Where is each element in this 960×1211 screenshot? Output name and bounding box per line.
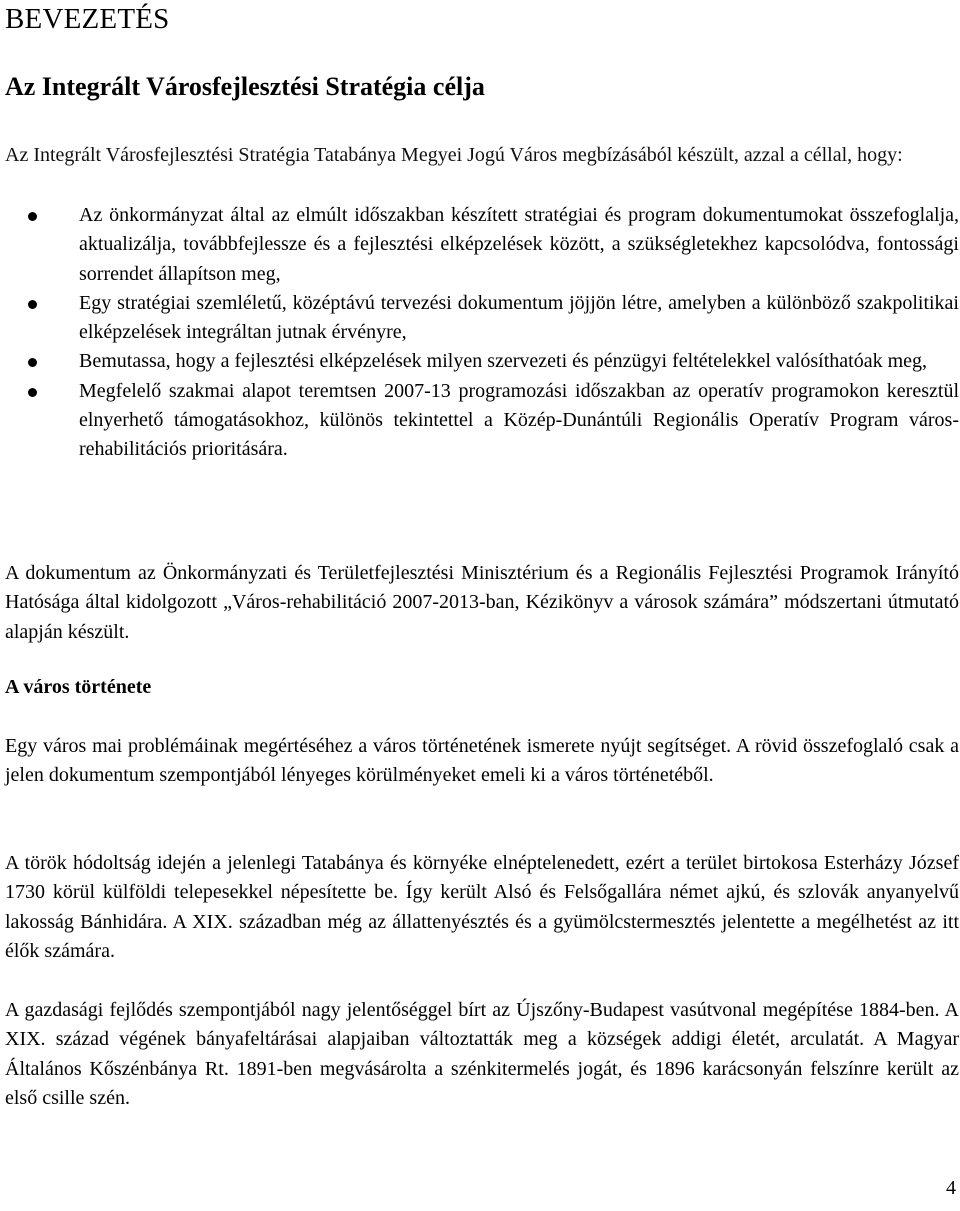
- list-item: [5, 201, 959, 289]
- bullet-icon: [28, 358, 37, 367]
- section-title: Az Integrált Városfejlesztési Stratégia célja: [5, 72, 485, 101]
- goals-list: [5, 201, 959, 465]
- bullet-icon: [28, 212, 37, 221]
- list-item-text: Megfelelő szakmai alapot teremtsen 2007-13 programozási időszakban az operatív programokon keresztül elnyerhető támogatásokhoz, különös tekintettel a Közép-Dunántúli Regionális Operatív Program város-rehabilitációs prioritására.: [79, 379, 959, 461]
- history-title: A város története: [5, 676, 152, 698]
- history-paragraph-3: A gazdasági fejlődés szempontjából nagy jelentőséggel bírt az Újszőny-Budapest vasútvonal megépítése 1884-ben. A XIX. század végének bányafeltárásai alapjaiban változtatták meg a községek addigi életét, arculatát. A Magyar Általános Kőszénbánya Rt. 1891-ben megvásárolta a szénkitermelés jogát, és 1896 karácsonyán felszínre került az első csille szén.: [5, 999, 959, 1109]
- history-paragraph-2: A török hódoltság idején a jelenlegi Tatabánya és környéke elnéptelenedett, ezért a terület birtokosa Esterházy József 1730 körül külföldi telepesekkel népesítette be. Így került Alsó és Felsőgallára német ajkú, és szlovák anyanyelvű lakosság Bánhidára. A XIX. században még az állattenyésztés és a gyümölcstermesztés jelentette a megélhetést az itt élők számára.: [5, 852, 959, 962]
- history-paragraph-1: Egy város mai problémáinak megértéséhez a város történetének ismerete nyújt segítséget. A rövid összefoglaló csak a jelen dokumentum szempontjából lényeges körülményeket emeli ki a város történetéből.: [5, 735, 959, 787]
- list-item-text: Egy stratégiai szemléletű, középtávú tervezési dokumentum jöjjön létre, amelyben a különböző szakpolitikai elképzelések integráltan jutnak érvényre,: [79, 291, 959, 344]
- bullet-icon: [28, 388, 37, 397]
- list-item: [5, 289, 959, 348]
- intro-paragraph: Az Integrált Városfejlesztési Stratégia Tatabánya Megyei Jogú Város megbízásából készült, azzal a céllal, hogy:: [5, 144, 903, 166]
- list-item: [5, 377, 959, 465]
- page-number: 4: [946, 1177, 956, 1199]
- main-heading: BEVEZETÉS: [5, 3, 170, 35]
- list-item: [5, 347, 959, 376]
- bullet-icon: [28, 300, 37, 309]
- list-item-text: Az önkormányzat által az elmúlt időszakban készített stratégiai és program dokumentumokat összefoglalja, aktualizálja, továbbfejlessze és a fejlesztési elképzelések között, a szükségletekhez kapcsolódva, fontossági sorrendet állapítson meg,: [79, 204, 959, 285]
- list-item-text: Bemutassa, hogy a fejlesztési elképzelések milyen szervezeti és pénzügyi feltételekkel valósíthatóak meg,: [79, 350, 928, 373]
- document-paragraph: A dokumentum az Önkormányzati és Területfejlesztési Minisztérium és a Regionális Fejlesztési Programok Irányító Hatósága által kidolgozott „Város-rehabilitáció 2007-2013-ban, Kézikönyv a városok számára” módszertani útmutató alapján készült.: [5, 562, 959, 643]
